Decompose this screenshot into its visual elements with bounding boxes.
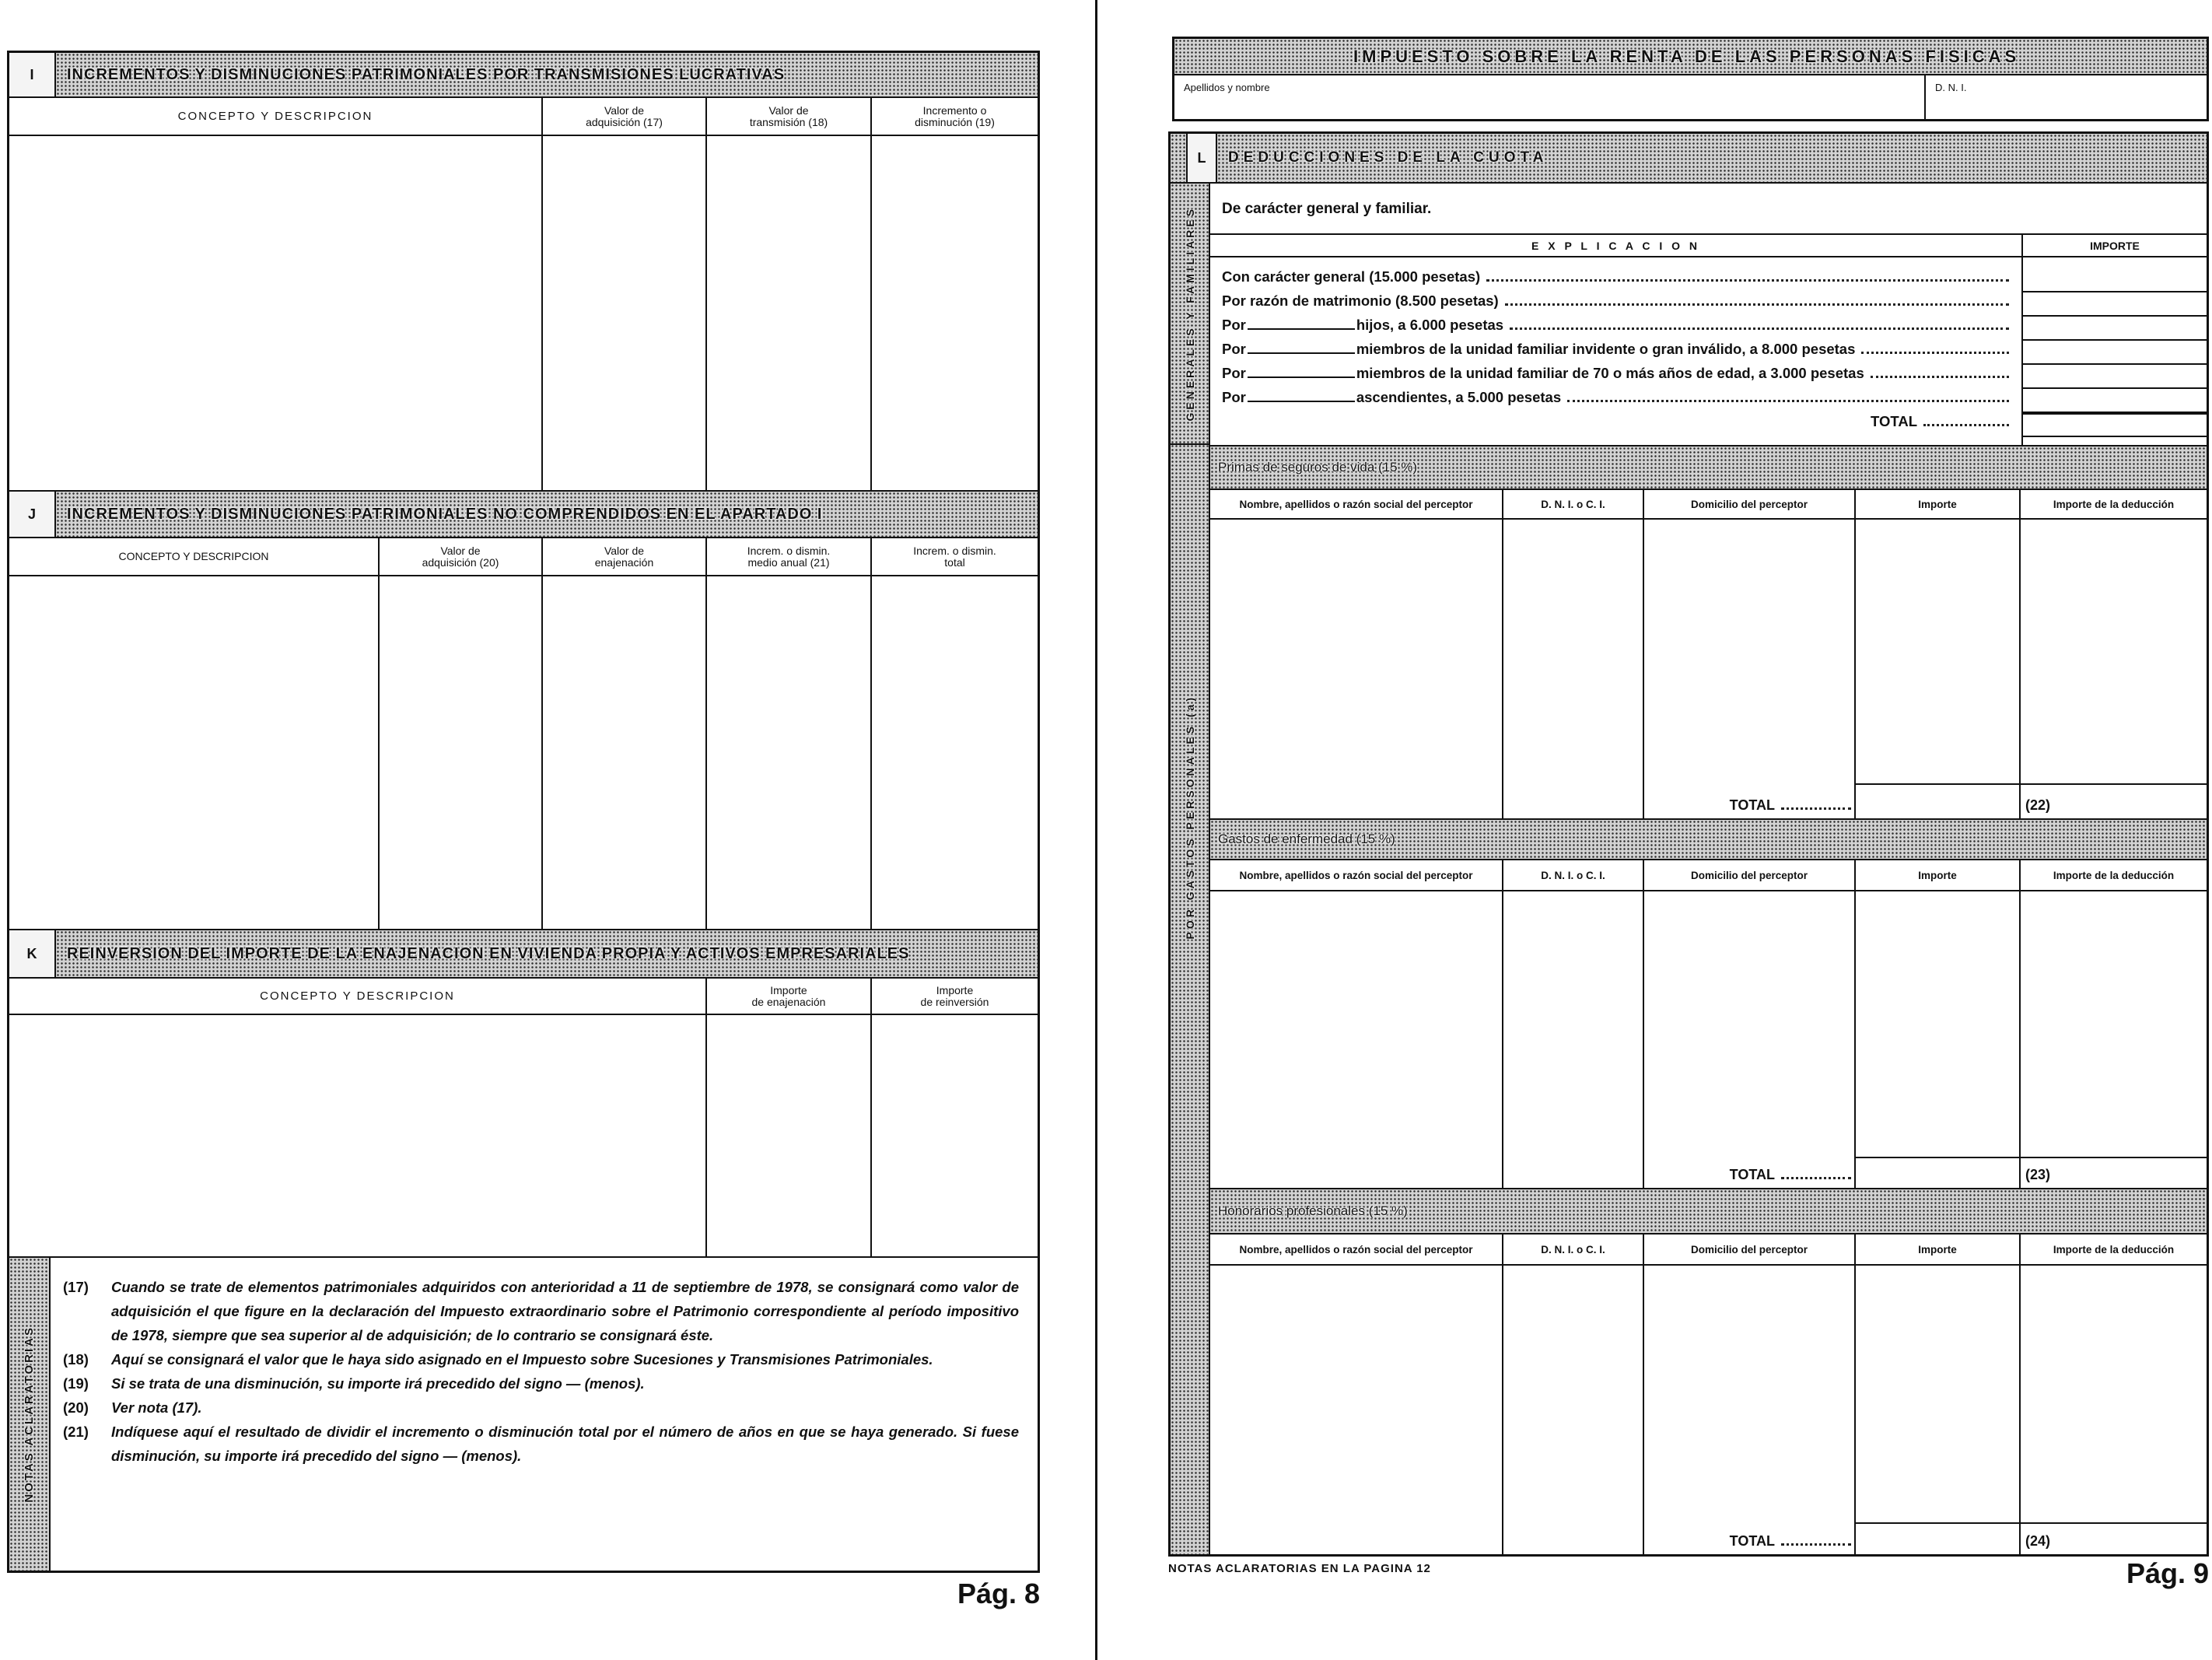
form-title: IMPUESTO SOBRE LA RENTA DE LAS PERSONAS FISICAS [1174,39,2207,75]
section-k-letter: K [9,930,56,977]
count-blank [1248,376,1355,378]
note-21 [63,1420,1019,1468]
col-valor-adquisicion: Valor de adquisición (17) [543,98,707,135]
line-text: Por razón de matrimonio (8.500 pesetas) [1222,292,1499,309]
dot-leader [1567,400,2009,402]
col-importe-deduccion: Importe de la deducción [2053,869,2175,881]
col-dni: D. N. I. o C. I. [1503,1234,1644,1264]
incremento-cell [872,136,1038,490]
total-ref-24: (24) [2021,1522,2207,1554]
valor-transmision-cell [707,136,872,490]
page-fold-divider [1095,0,1097,1660]
col-importe-deduccion: Importe de la deducción [2053,498,2175,510]
nombre-cell [1210,891,1503,1157]
total-label: TOTAL [1729,1167,1775,1182]
col-nombre-perceptor: Nombre, apellidos o razón social del perceptor [1210,860,1503,890]
importe-lines [2023,257,2207,445]
sidebar-label-gastos-personales: POR GASTOS PERSONALES (a) [1183,694,1196,940]
line-text: ascendientes, a 5.000 pesetas [1356,389,1562,405]
valor-adquisicion-cell [543,136,707,490]
dni-field: D. N. I. [1935,82,1967,93]
total-ref-23: (23) [2021,1157,2207,1188]
section-i-letter: I [9,53,56,96]
importe-entry [2023,365,2207,389]
dni-cell [1503,891,1644,1157]
section-j-column-headers [9,538,1038,576]
note-text: Ver nota (17). [111,1399,202,1416]
col-explicacion: E X P L I C A C I O N [1210,235,2023,256]
importe-entry [2023,317,2207,341]
nombre-cell [1210,520,1503,783]
importe-cell [1856,1266,2021,1522]
empty-cell [1210,1522,1503,1554]
total-importe-cell [1856,1157,2021,1188]
explicacion-lines [1210,257,2023,445]
count-blank [1248,400,1355,402]
line-total [1222,413,2012,437]
line-hijos [1222,317,2012,341]
sidebar-label-generales: GENERALES Y FAMILIARES [1183,205,1196,422]
empty-cell [1503,1522,1644,1554]
taxpayer-id-row [1174,75,2207,119]
total-importe-cell [1856,1522,2021,1554]
importe-enajenacion-cell [707,1015,872,1256]
dot-leader [1781,807,1851,810]
section-k-title: REINVERSION DEL IMPORTE DE LA ENAJENACION EN VIVIENDA PROPIA Y ACTIVOS EMPRESARIALES [67,944,910,962]
medio-anual-cell [707,576,872,929]
note-text: Indíquese aquí el resultado de dividir el incremento o disminución total por el número de años en que se haya generado. Si fuese disminución, su importe irá precedido del signo — (menos). [111,1424,1019,1464]
col-valor-transmision: Valor de transmisión (18) [707,98,872,135]
line-text: hijos, a 6.000 pesetas [1356,317,1504,333]
dot-leader [1486,279,2009,282]
line-matrimonio [1222,292,2012,317]
note-19 [63,1371,1019,1396]
importe-total [2023,413,2207,437]
line-text: miembros de la unidad familiar de 70 o más años de edad, a 3.000 pesetas [1356,365,1864,381]
col-valor-enajenacion: Valor de enajenación [543,538,707,575]
deduccion-cell [2021,891,2207,1157]
valor-enajenacion-cell [543,576,707,929]
line-caracter-general [1222,268,2012,292]
col-medio-anual: Increm. o dismin. medio anual (21) [707,538,872,575]
col-importe: Importe [1856,860,2021,890]
deducciones-sidebar [1171,184,1210,1554]
notes-sidebar [9,1258,51,1571]
sidebar-upper [1171,184,1209,445]
concepto-cell [9,136,543,490]
col-valor-adquisicion: Valor de adquisición (20) [380,538,543,575]
dot-leader [1781,1543,1851,1546]
valor-adquisicion-cell [380,576,543,929]
dot-leader [1505,303,2009,306]
total-cell [872,576,1038,929]
section-i-header [9,53,1038,98]
note-number: (19) [63,1375,89,1392]
empty-cell [1210,1157,1503,1188]
col-importe-deduccion: Importe de la deducción [2053,1243,2175,1256]
footer-notas-reference: NOTAS ACLARATORIAS EN LA PAGINA 12 [1168,1562,1431,1575]
line-prefix: Por [1222,365,1246,381]
dot-leader [1510,327,2009,330]
section-j-title: INCREMENTOS Y DISMINUCIONES PATRIMONIALES NO COMPRENDIDOS EN EL APARTADO I [67,505,823,523]
dot-leader [1871,376,2009,378]
notes-sidebar-label: NOTAS ACLARATORIAS [23,1326,36,1503]
concepto-cell [9,1015,707,1256]
page-number-9: Pág. 9 [2126,1557,2209,1589]
domicilio-cell [1644,1266,1856,1522]
nombre-cell [1210,1266,1503,1522]
line-invidente [1222,341,2012,365]
empty-cell [1503,1157,1644,1188]
total-label-cell [1644,1522,1856,1554]
col-incremento-disminucion: Incremento o disminución (19) [915,103,995,128]
header-pad [1171,134,1186,182]
section-i-title: INCREMENTOS Y DISMINUCIONES PATRIMONIALES POR TRANSMISIONES LUCRATIVAS [67,65,786,83]
importe-entry [2023,268,2207,292]
section-k-column-headers [9,979,1038,1015]
enfermedad-total-row [1210,1157,2207,1188]
apellidos-nombre-field: Apellidos y nombre [1174,75,1926,119]
page-9-form [1168,131,2209,1557]
enfermedad-table-body [1210,891,2207,1157]
line-ascendientes [1222,389,2012,413]
domicilio-cell [1644,520,1856,783]
empty-cell [1503,783,1644,818]
honorarios-total-row [1210,1522,2207,1554]
col-importe: Importe [1856,1234,2021,1264]
line-prefix: Por [1222,341,1246,357]
general-familiar-heading: De carácter general y familiar. [1222,201,1432,217]
section-j-letter: J [9,492,56,537]
col-dni: D. N. I. o C. I. [1503,860,1644,890]
notes-list [51,1258,1038,1571]
importe-entry [2023,292,2207,317]
gastos-enfermedad-header: Gastos de enfermedad (15 %) [1210,818,2207,860]
importe-cell [1856,520,2021,783]
note-number: (20) [63,1399,89,1416]
importe-entry [2023,341,2207,365]
notas-aclaratorias [9,1258,1038,1571]
col-concepto-descripcion: CONCEPTO Y DESCRIPCION [9,98,543,135]
taxpayer-header [1172,37,2209,121]
section-k-table-body [9,1015,1038,1258]
section-l-letter: L [1186,134,1217,182]
dot-leader [1781,1177,1851,1179]
line-mayores-70 [1222,365,2012,389]
total-label: TOTAL [1871,413,1917,429]
total-label-cell [1644,1157,1856,1188]
sidebar-lower [1171,445,1209,1189]
section-l-title: DEDUCCIONES DE LA CUOTA [1228,149,1549,166]
col-dni: D. N. I. o C. I. [1503,490,1644,518]
primas-seguros-header: Primas de seguros de vida (15 %) [1210,445,2207,490]
general-familiar-section [1210,184,2207,445]
domicilio-cell [1644,891,1856,1157]
total-ref-22: (22) [2021,783,2207,818]
col-domicilio: Domicilio del perceptor [1644,860,1856,890]
total-label-wrap [1730,1167,1851,1183]
honorarios-profesionales-header: Honorarios profesionales (15 %) [1210,1188,2207,1234]
section-i-column-headers [9,98,1038,136]
col-importe-reinversion: Importe de reinversión [920,983,989,1008]
page-number-8: Pág. 8 [957,1578,1040,1609]
col-importe-enajenacion: Importe de enajenación [707,979,872,1014]
line-text: Con carácter general (15.000 pesetas) [1222,268,1481,285]
honorarios-column-headers [1210,1234,2207,1266]
empty-cell [1210,783,1503,818]
importe-reinversion-cell [872,1015,1038,1256]
col-importe: Importe [1856,490,2021,518]
line-text: miembros de la unidad familiar invidente o gran inválido, a 8.000 pesetas [1356,341,1856,357]
importe-cell [1856,891,2021,1157]
note-20 [63,1396,1019,1420]
col-domicilio: Domicilio del perceptor [1644,490,1856,518]
note-text: Aquí se consignará el valor que le haya sido asignado en el Impuesto sobre Sucesiones y Transmisiones Patrimoniales. [111,1351,933,1368]
note-text: Si se trata de una disminución, su importe irá precedido del signo — (menos). [111,1375,645,1392]
line-prefix: Por [1222,389,1246,405]
deducciones-content [1210,184,2207,1554]
section-i-table-body [9,136,1038,492]
note-number: (18) [63,1351,89,1368]
total-label-cell [1644,783,1856,818]
dot-leader [1923,424,2009,426]
primas-table-body [1210,520,2207,783]
explicacion-table-header [1210,233,2207,257]
note-17 [63,1275,1019,1347]
section-j-table-body [9,576,1038,930]
total-label-wrap [1730,797,1851,814]
concepto-cell [9,576,380,929]
primas-column-headers [1210,490,2207,520]
note-number: (21) [63,1424,89,1440]
note-18 [63,1347,1019,1371]
deducciones-body [1171,184,2207,1554]
col-concepto-descripcion: CONCEPTO Y DESCRIPCION [9,538,380,575]
note-text: Cuando se trate de elementos patrimoniales adquiridos con anterioridad a 11 de septiembre de 1978, se consignará como valor de adquisición el que figure en la declaración del Impuesto extraordinario sobre el Patrimonio correspondiente al período impositivo de 1978, siempre que sea superior al de adquisición; de lo contrario se consignará éste. [111,1279,1019,1343]
explicacion-table-body [1210,257,2207,445]
col-importe: IMPORTE [2090,239,2140,252]
dni-cell [1503,1266,1644,1522]
honorarios-table-body [1210,1266,2207,1522]
total-label: TOTAL [1729,1533,1775,1549]
col-total: Increm. o dismin. total [913,544,996,569]
primas-total-row [1210,783,2207,818]
count-blank [1248,327,1355,330]
total-label-wrap [1730,1533,1851,1550]
deduccion-cell [2021,1266,2207,1522]
total-label: TOTAL [1729,797,1775,813]
count-blank [1248,352,1355,354]
dot-leader [1861,352,2009,354]
line-prefix: Por [1222,317,1246,333]
section-j-header [9,492,1038,538]
total-importe-cell [1856,783,2021,818]
section-k-header [9,930,1038,979]
section-l-header [1171,134,2207,184]
note-number: (17) [63,1279,89,1295]
page-8-form [7,51,1040,1573]
deduccion-cell [2021,520,2207,783]
enfermedad-column-headers [1210,860,2207,891]
col-concepto-descripcion: CONCEPTO Y DESCRIPCION [9,979,707,1014]
col-domicilio: Domicilio del perceptor [1644,1234,1856,1264]
dni-cell [1503,520,1644,783]
col-nombre-perceptor: Nombre, apellidos o razón social del perceptor [1210,1234,1503,1264]
importe-entry [2023,389,2207,413]
col-nombre-perceptor: Nombre, apellidos o razón social del perceptor [1210,490,1503,518]
